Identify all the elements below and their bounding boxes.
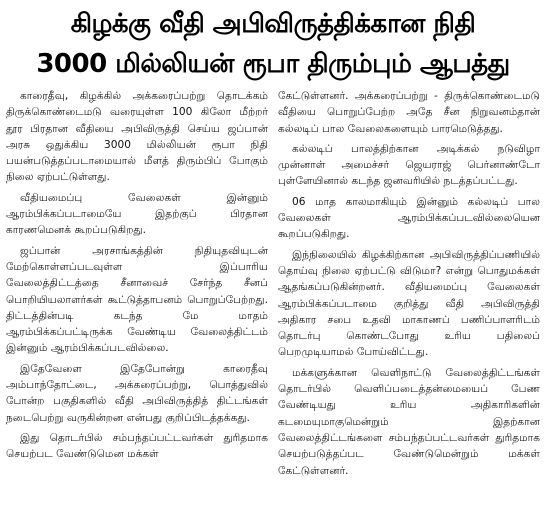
headline-line-2: 3000 மில்லியன் ரூபா திரும்பும் ஆபத்து (36, 49, 510, 79)
paragraph: 06 மாத காலமாகியும் இன்னும் கல்லடிப் பால வேலைகள் ஆரம்பிக்கப்படவில்லையென கூறப்படுகிறது. (278, 195, 540, 241)
paragraph: கேட்டுள்ளனர். அக்கரைப்பற்று - திருக்கொண்டைமடு வீதியை பொறுப்பேற்ற அதே சீன நிறுவனம்தான் கல்லடிப் பால வேலைகளையும் பாரமெடுத்தது. (278, 90, 540, 135)
paragraph: மக்களுக்கான வெளிநாட்டு வேலைத்திட்டங்கள் தொடர்பில் வெளிப்படைத்தன்மையைப் பேண வேண்டியது உரிய அதிகாரிகளின் கடமையுமாகுமென்றும் இதற்கான வேலைத்திட்டங்களை சம்பந்தப்பட்டவர்கள் துரிதமாக செயற்படுத்தப்பட வேண்டுமென்றும் மக்கள் கேட்டுள்ளனர். (278, 366, 540, 477)
paragraph: ஜப்பான் அரசாங்கத்தின் நிதியுதவியுடன் மேற்கொள்ளப்படவுள்ள இப்பாரிய வேலைத்திட்டத்தை சீனாவைச் சேர்ந்த சீனப் பொறியியலாளர்கள் கூட்டுத்தாபனம் பொறுப்பேற்றது. திட்டத்தின்படி கடந்த மே மாதம் ஆரம்பிக்கப்பட்டிருக்க வேண்டிய வேலைத்திட்டம் இன்னும் ஆரம்பிக்கப்படவில்லை. (6, 244, 268, 355)
headline-line-1: கிழக்கு வீதி அபிவிருத்திக்கான நிதி (70, 9, 476, 39)
article-body (6, 88, 540, 483)
paragraph: இது தொடர்பில் சம்பந்தப்பட்டவர்கள் துரிதமாக செயற்பட வேண்டுமென மக்கள் (6, 431, 268, 461)
paragraph: இந்நிலையில் கிழக்கிற்கான அபிவிருத்திப்பணியில் தொய்வு நிலை ஏற்பட்டு விடுமா? என்று பொதுமக்கள் ஆதங்கப்படுகின்றனர். வீதியமைப்பு வேலைகள் ஆரம்பிக்கப்படாமை குறித்து வீதி அபிவிருத்தி அதிகார சபை உதவி மாகாணப் பணிப்பாளரிடம் தொடர்பு கொண்டபோது உரிய பதிலைப் பெறமுடியாமல் போய்விட்டது. (278, 248, 540, 359)
article-column-left (6, 88, 268, 483)
paragraph: காரைதீவு, கிழக்கில் அக்கரைப்பற்று தொடக்கம் திருக்கொண்டைமடு வரையுள்ள 100 கிலோ மீற்றர் தூர பிரதான வீதியை அபிவிருத்தி செய்ய ஜப்பான் அரசு ஒதுக்கிய 3000 மில்லியன் ரூபா நிதி பயன்படுத்தப்படாமையால் மீளத் திரும்பிப் போகும் நிலை ஏற்பட்டுள்ளது. (6, 90, 268, 184)
article-column-right (278, 88, 540, 483)
paragraph: வீதியமைப்பு வேலைகள் இன்னும் ஆரம்பிக்கப்படாமையே இதற்குப் பிரதான காரணமெனக் கூறப்படுகிறது. (6, 191, 268, 237)
paragraph: கல்லடிப் பாலத்திற்கான அடிக்கல் நடுவிழா முன்னாள் அமைச்சர் ஜெயராஜ் பெர்னாண்டோ புள்ளேயினால் கடந்த ஜனவரியில் நடத்தப்பட்டது. (278, 142, 540, 188)
paragraph: இதேவேளை இதேபோன்று காரைதீவு அம்பாந்தோட்டை, அக்கரைப்பற்று, பொத்துவில் போன்ற பகுதிகளில் வீதி அபிவிருத்தித் திட்டங்கள் நடைபெற்று வருகின்றன என்பது குறிப்பிடத்தக்கது. (6, 362, 268, 424)
